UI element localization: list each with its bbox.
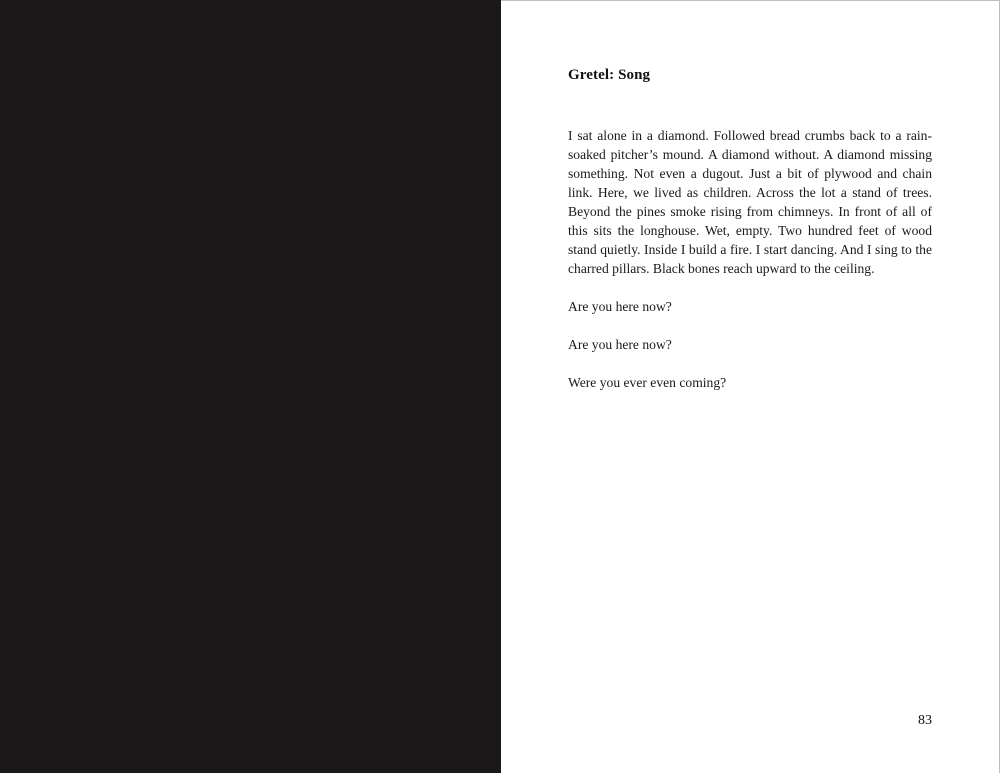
poem-paragraph: I sat alone in a diamond. Followed bread crumbs back to a rain-soaked pitcher’s mound. A diamond without. A diamond missing something. Not even a dugout. Just a bit of plywood and chain link. Here, we lived as children. Across the lot a stand of trees. Beyond the pines smoke rising from chimneys. In front of all of this sits the longhouse. Wet, empty. Two hundred feet of wood stand quietly. Inside I build a fire. I start dancing. And I sing to the charred pillars. Black bones reach upward to the ceiling. (568, 128, 932, 276)
poem-line-1: Are you here now? (568, 299, 672, 314)
poem-body (568, 126, 932, 411)
right-page (501, 0, 1000, 773)
poem-title: Gretel: Song (568, 67, 651, 83)
poem-line-2: Are you here now? (568, 337, 672, 352)
poem-line-3: Were you ever even coming? (568, 375, 727, 390)
page-number: 83 (918, 713, 932, 728)
